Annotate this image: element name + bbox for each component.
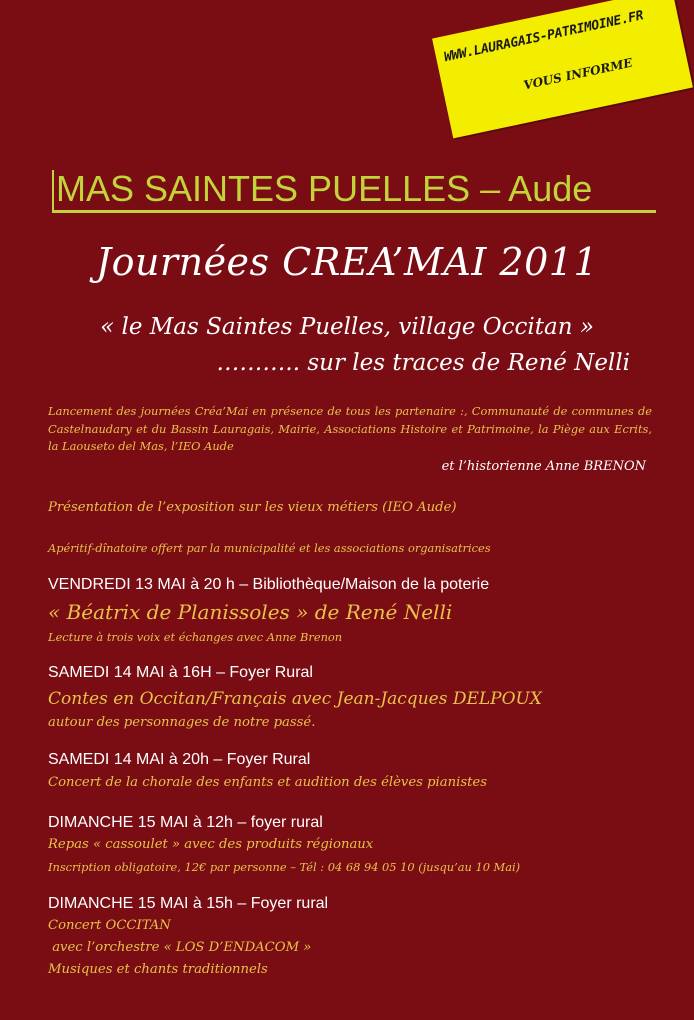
intro-historian: et l’historienne Anne BRENON (441, 459, 646, 474)
place-heading: MAS SAINTES PUELLES – Aude (52, 170, 656, 213)
badge-subtitle: VOUS INFORME (522, 55, 634, 93)
event-1-detail: Lecture à trois voix et échanges avec Anne Brenon (48, 630, 343, 644)
event-2-title: Contes en Occitan/Français avec Jean-Jacques DELPOUX (48, 689, 542, 709)
subtitle-line-1: « le Mas Saintes Puelles, village Occitan » (100, 314, 594, 340)
event-3-detail: Concert de la chorale des enfants et audition des élèves pianistes (48, 775, 487, 790)
event-4-detail: Inscription obligatoire, 12€ par personne – Tél : 04 68 94 05 10 (jusqu’au 10 Mai) (48, 860, 521, 874)
event-2-heading: SAMEDI 14 MAI à 16H – Foyer Rural (48, 664, 313, 681)
event-4-heading: DIMANCHE 15 MAI à 12h – foyer rural (48, 814, 323, 831)
page-title: Journées CREA’MAI 2011 (95, 240, 599, 284)
event-2-detail: autour des personnages de notre passé. (48, 715, 316, 730)
event-5-heading: DIMANCHE 15 MAI à 15h – Foyer rural (48, 895, 329, 912)
aperitif-line: Apéritif-dînatoire offert par la municipalité et les associations organisatrices (48, 541, 491, 555)
badge-url: WWW.LAURAGAIS-PATRIMOINE.FR (442, 8, 645, 66)
event-3-heading: SAMEDI 14 MAI à 20h – Foyer Rural (48, 751, 311, 768)
intro-paragraph: Lancement des journées Créa’Mai en présence de tous les partenaire :, Communauté de communes de Castelnaudary et du Bassin Lauragais, Mairie, Associations Histoire et Patrimoine, la Piège aux Ecrits, la Laouseto del Mas, l’IEO Aude (48, 404, 652, 454)
event-1-title: « Béatrix de Planissoles » de René Nelli (48, 600, 453, 624)
event-5-detail: avec l’orchestre « LOS D’ENDACOM » (48, 940, 312, 955)
subtitle-line-2: ……….. sur les traces de René Nelli (216, 350, 630, 376)
event-1-heading: VENDREDI 13 MAI à 20 h – Bibliothèque/Maison de la poterie (48, 576, 490, 593)
logo-badge (432, 0, 693, 138)
event-4-title: Repas « cassoulet » avec des produits régionaux (48, 837, 374, 852)
expo-line: Présentation de l’exposition sur les vieux métiers (IEO Aude) (48, 500, 457, 515)
event-5-note: Musiques et chants traditionnels (48, 962, 268, 977)
event-5-title: Concert OCCITAN (48, 918, 171, 933)
